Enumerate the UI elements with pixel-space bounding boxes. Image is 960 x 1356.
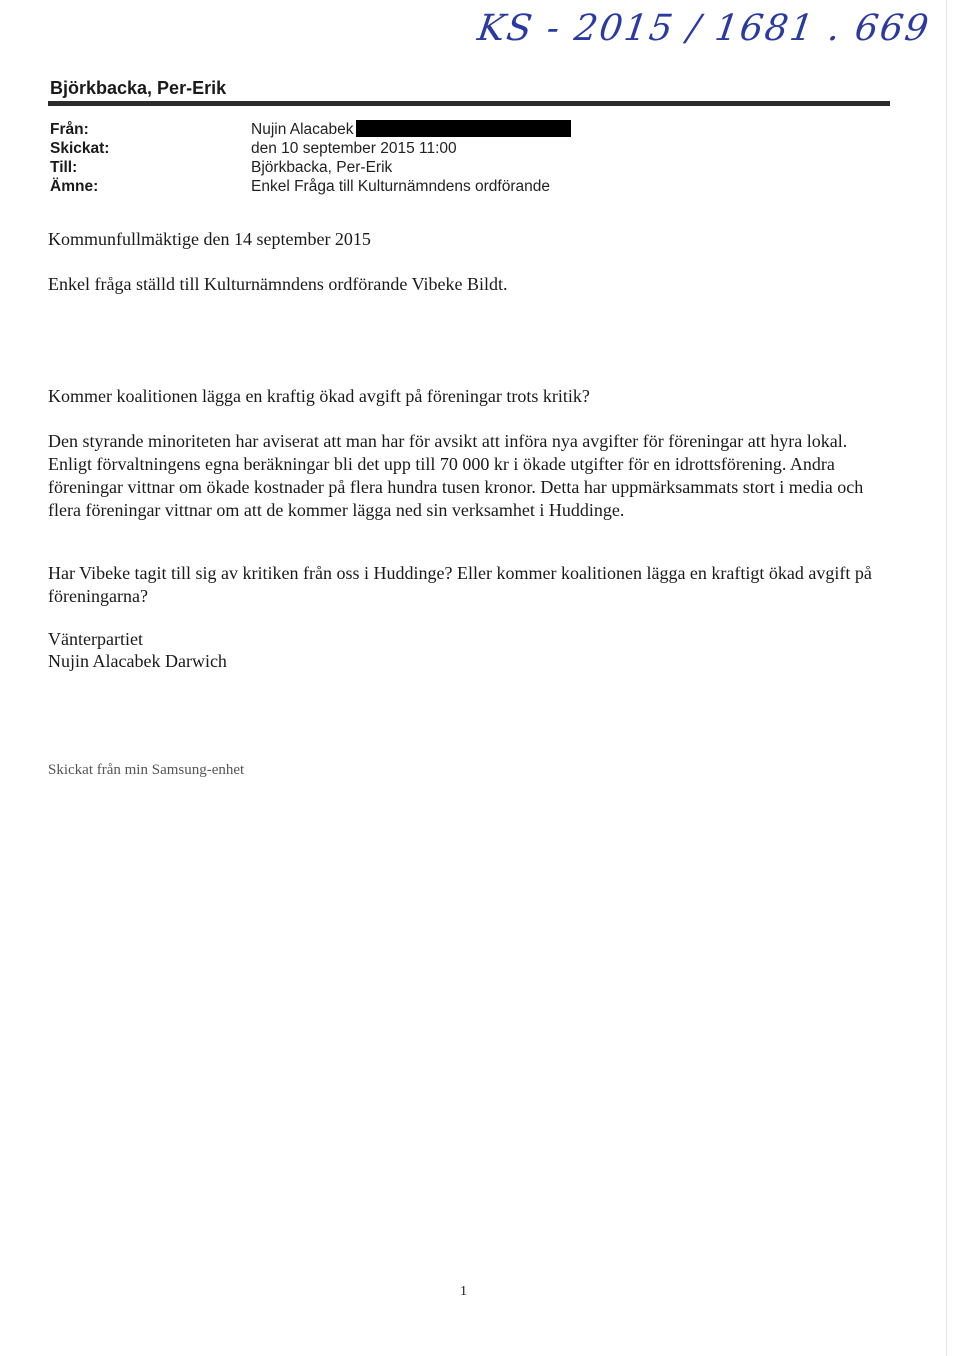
body-paragraph: Har Vibeke tagit till sig av kritiken från oss i Huddinge? Eller kommer koalitionen lägga en kraftigt ökad avgift på föreningarna?: [48, 563, 872, 606]
body-paragraph: Den styrande minoriteten har aviserat att man har för avsikt att införa nya avgifter för föreningar att hyra lokal. Enligt förvaltningens egna beräkningar bli det upp till 70 000 kr i ökade utgifter för en idrottsförening. Andra föreningar vittnar om ökade kostnader på flera hundra tusen kronor. Detta har uppmärksammats stort i media och flera föreningar vittnar om att de kommer lägga ned sin verksamhet i Huddinge.: [48, 431, 864, 520]
question-line: Kommer koalitionen lägga en kraftig ökad avgift på föreningar trots kritik?: [48, 386, 590, 406]
header-value: den 10 september 2015 11:00: [251, 140, 457, 157]
header-value: Björkbacka, Per-Erik: [251, 159, 393, 176]
from-value: Nujin Alacabek: [251, 121, 354, 138]
header-label: Ämne:: [50, 178, 99, 195]
email-headers: [50, 120, 571, 196]
signature-name: Nujin Alacabek Darwich: [48, 651, 227, 671]
header-label: Från:: [50, 121, 89, 138]
registration-stamp: KS - 2015 / 1681 . 669: [475, 8, 933, 49]
redaction-bar: [356, 120, 571, 137]
scan-edge-line: [946, 0, 947, 1356]
device-footer: Skickat från min Samsung-enhet: [48, 762, 245, 778]
sender-name-heading: Björkbacka, Per-Erik: [50, 78, 227, 98]
header-row-sent: [50, 139, 571, 158]
header-row-subject: [50, 177, 571, 196]
party-name: Vänterpartiet: [48, 629, 143, 649]
question-recipient-line: Enkel fråga ställd till Kulturnämndens ordförande Vibeke Bildt.: [48, 274, 508, 294]
header-row-to: [50, 158, 571, 177]
header-label: Skickat:: [50, 140, 110, 157]
header-rule: [48, 101, 890, 106]
page-number: 1: [460, 1284, 467, 1299]
header-value: [251, 120, 571, 139]
header-row-from: [50, 120, 571, 139]
header-label: Till:: [50, 159, 78, 176]
meeting-line: Kommunfullmäktige den 14 september 2015: [48, 229, 371, 249]
header-value: Enkel Fråga till Kulturnämndens ordförande: [251, 178, 550, 195]
